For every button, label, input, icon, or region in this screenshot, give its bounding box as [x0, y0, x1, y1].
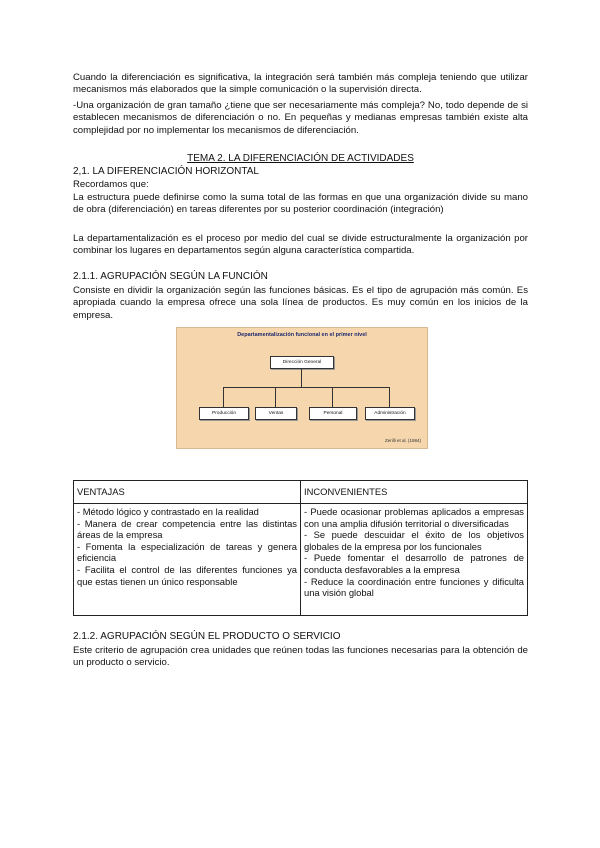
org-box-ventas: Ventas: [255, 407, 297, 420]
org-box-administracion: Administración: [365, 407, 415, 420]
org-connector: [301, 369, 302, 387]
org-connector: [223, 387, 389, 388]
ventajas-inconvenientes-table: [73, 480, 528, 616]
org-box-produccion: Producción: [199, 407, 249, 420]
recordamos-label: Recordamos que:: [73, 179, 149, 190]
funcion-paragraph: Consiste en dividir la organización según las funciones básicas. Es el tipo de agrupación más común. Es apropiada cuando la empresa ofrece una sola línea de productos. Es muy común en los inicios de la empresa.: [73, 285, 528, 321]
ventaja-item: - Facilita el control de las diferentes funciones ya que estas tienen un único responsable: [77, 563, 297, 587]
inconvenientes-cell: [301, 504, 528, 616]
inconveniente-item: - Puede ocasionar problemas aplicados a empresas con una amplia difusión territorial o diversificadas: [304, 506, 524, 529]
intro-paragraph-2: -Una organización de gran tamaño ¿tiene que ser necesariamente más compleja? No, todo depende de si establecen mecanismos de diferenciación o no. En pequeñas y medianas empresas también existe alta complejidad por no implementar los mecanismos de diferenciación.: [73, 100, 528, 136]
org-connector: [275, 387, 276, 407]
inconveniente-item: - Se puede descuidar el éxito de los objetivos globales de la empresa por los funcionales: [304, 529, 524, 552]
org-chart-credit: Zerilli et al. (1984): [384, 438, 421, 443]
org-chart-title: Departamentalización funcional en el primer nivel: [237, 332, 367, 338]
intro-paragraph-1: Cuando la diferenciación es significativa, la integración será también más compleja teniendo que utilizar mecanismos más elaborados que la simple comunicación o la supervisión directa.: [73, 72, 528, 96]
org-chart-figure: [176, 327, 428, 449]
header-inconvenientes: INCONVENIENTES: [301, 481, 528, 504]
heading-2-1-1: 2.1.1. AGRUPACIÓN SEGÚN LA FUNCIÓN: [73, 271, 268, 282]
inconveniente-item: - Puede fomentar el desarrollo de patrones de conducta desfavorables a la empresa: [304, 552, 524, 575]
inconveniente-item: - Reduce la coordinación entre funciones y dificulta una visión global: [304, 575, 524, 599]
heading-2-1: 2,1. LA DIFERENCIACIÓN HORIZONTAL: [73, 166, 259, 177]
table-row: [74, 504, 528, 616]
ventaja-item: - Método lógico y contrastado en la realidad: [77, 506, 259, 517]
producto-paragraph: Este criterio de agrupación crea unidades que reúnen todas las funciones necesarias para la obtención de un producto o servicio.: [73, 645, 528, 669]
org-connector: [389, 387, 390, 407]
table-header-row: [74, 481, 528, 504]
departamentalizacion-paragraph: La departamentalización es el proceso por medio del cual se divide estructuralmente la organización por combinar los lugares en departamentos según alguna característica compartida.: [73, 233, 528, 257]
estructura-paragraph: La estructura puede definirse como la suma total de las formas en que una organización divide su mano de obra (diferenciación) en tareas diferentes por su posterior coordinación (integración): [73, 192, 528, 216]
ventajas-cell: [74, 504, 301, 616]
ventaja-item: - Fomenta la especialización de tareas y genera eficiencia: [77, 540, 297, 564]
org-box-personal: Personal: [309, 407, 357, 420]
org-connector: [223, 387, 224, 407]
header-ventajas: VENTAJAS: [74, 481, 301, 504]
org-box-direccion: Dirección General: [270, 356, 334, 369]
tema-title: TEMA 2. LA DIFERENCIACIÓN DE ACTIVIDADES: [187, 153, 414, 164]
heading-2-1-2: 2.1.2. AGRUPACIÓN SEGÚN EL PRODUCTO O SERVICIO: [73, 631, 341, 642]
ventaja-item: - Manera de crear competencia entre las distintas áreas de la empresa: [77, 517, 297, 541]
org-connector: [332, 387, 333, 407]
